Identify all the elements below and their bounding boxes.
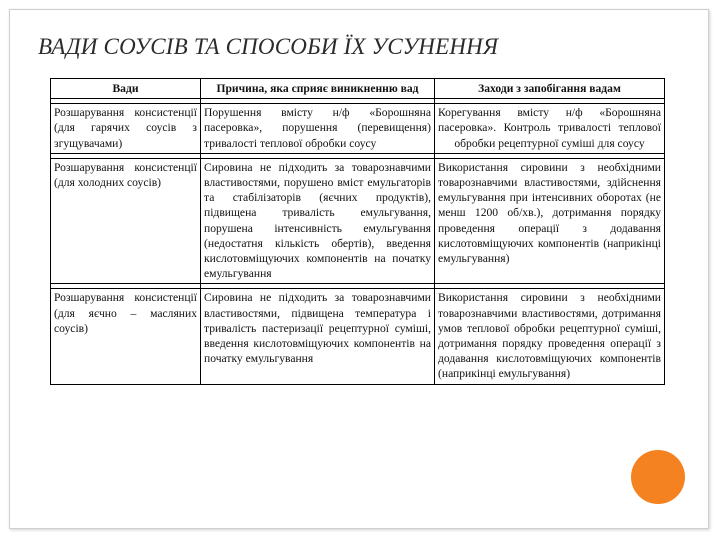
table-row [51, 158, 665, 284]
row-cause: Сировина не підходить за товарознавчими властивостями, підвищена температура і тривалість пастеризації рецептурної суміші, введення кислотовміщуючих компонентів на початку емульгування [201, 289, 435, 384]
row-cause: Порушення вмісту н/ф «Борошняна пасеровка», порушення (перевищення) тривалості теплової обробки соусу [201, 104, 435, 154]
slide-title: ВАДИ СОУСІВ ТА СПОСОБИ ЇХ УСУНЕННЯ [38, 34, 499, 59]
row-prevention: Використання сировини з необхідними товарознавчими властивостями, дотримання умов теплової обробки рецептурної суміші, дотримання порядку проведення операції з додавання кислотовміщуючих компонентів (наприкінці емульгування) [435, 289, 665, 384]
row-defect: Розшарування консистенції (для яєчно – масляних соусів) [51, 289, 201, 384]
header-cause: Причина, яка сприяє виникненню вад [201, 79, 435, 99]
table-header-row [51, 79, 665, 99]
row-defect: Розшарування консистенції (для гарячих соусів з згущувачами) [51, 104, 201, 154]
defects-table [50, 78, 665, 385]
row-defect: Розшарування консистенції (для холодних соусів) [51, 158, 201, 284]
header-defects: Вади [51, 79, 201, 99]
table-row [51, 104, 665, 154]
header-prevention: Заходи з запобігання вадам [435, 79, 665, 99]
row-prevention: Використання сировини з необхідними товарознавчими властивостями, здійснення емульгування при інтенсивних оборотах (не менш 1200 об/хв.), дотримання порядку проведення операції з додавання кислотовміщуючих компонентів (наприкінці емульгування) [435, 158, 665, 284]
row-cause: Сировина не підходить за товарознавчими властивостями, порушено вміст емульгаторів та стабілізаторів (яєчних продуктів), підвищена тривалість емульгування, порушена інтенсивність емульгування (недостатня кількість обертів), введення кислотовміщуючих компонентів на початку емульгування [201, 158, 435, 284]
row-prevention: Корегування вмісту н/ф «Борошняна пасеровка». Контроль тривалості теплової обробки рецептурної суміші для соусу [435, 104, 665, 154]
decorative-orange-circle [631, 450, 685, 504]
table-row [51, 289, 665, 384]
